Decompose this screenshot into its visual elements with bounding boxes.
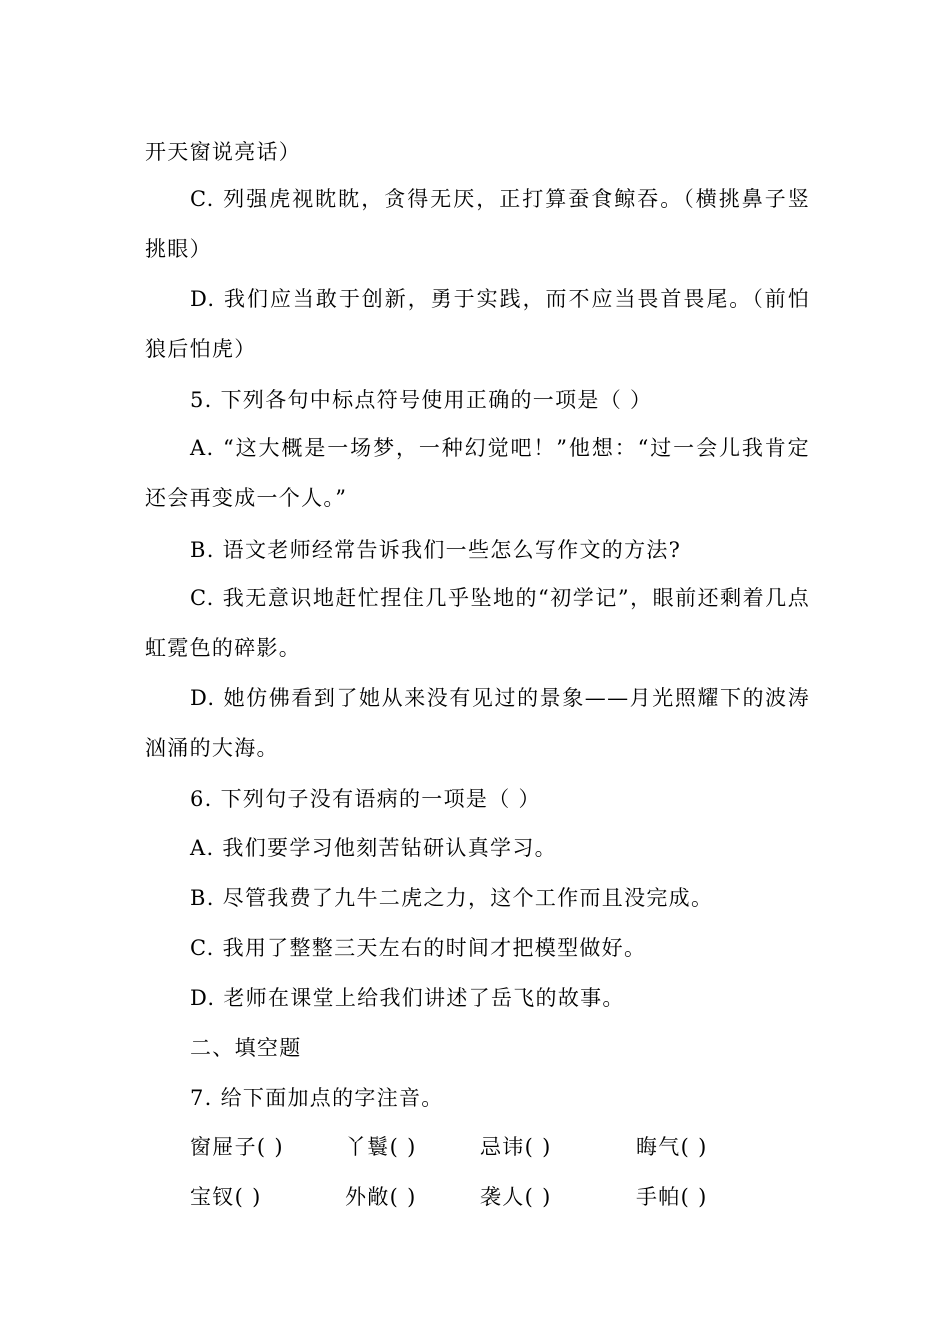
question-7: 7. 给下面加点的字注音。 xyxy=(190,1086,444,1110)
option-d-idiom: D. 我们应当敢于创新，勇于实践，而不应当畏首畏尾。（前怕狼后怕虎） xyxy=(145,287,810,361)
pinyin-item: 手帕( ) xyxy=(636,1185,708,1209)
pinyin-item: 忌讳( ) xyxy=(480,1135,552,1159)
question-5-option-c: C. 我无意识地赶忙捏住几乎坠地的“初学记”，眼前还剩着几点虹霓色的碎影。 xyxy=(145,586,810,660)
text-line: 开天窗说亮话） xyxy=(145,140,302,164)
section-heading: 二、填空题 xyxy=(190,1036,302,1060)
pinyin-item: 宝钗( ) xyxy=(190,1185,262,1209)
question-6-option-d: D. 老师在课堂上给我们讲述了岳飞的故事。 xyxy=(190,986,625,1010)
question-6-option-a: A. 我们要学习他刻苦钻研认真学习。 xyxy=(190,836,557,860)
pinyin-item: 外敞( ) xyxy=(345,1185,417,1209)
pinyin-item: 晦气( ) xyxy=(636,1135,708,1159)
option-c-idiom: C. 列强虎视眈眈，贪得无厌，正打算蚕食鲸吞。（横挑鼻子竖挑眼） xyxy=(145,187,810,261)
pinyin-item: 丫鬟( ) xyxy=(345,1135,417,1159)
question-5-option-a: A. “这大概是一场梦，一种幻觉吧！”他想：“过一会儿我肯定还会再变成一个人。” xyxy=(145,436,810,510)
question-5-option-b: B. 语文老师经常告诉我们一些怎么写作文的方法? xyxy=(190,538,682,562)
pinyin-item: 袭人( ) xyxy=(480,1185,552,1209)
question-5: 5. 下列各句中标点符号使用正确的一项是（ ） xyxy=(190,388,653,412)
question-6-option-b: B. 尽管我费了九牛二虎之力，这个工作而且没完成。 xyxy=(190,886,714,910)
pinyin-item: 窗屉子( ) xyxy=(190,1135,284,1159)
question-6-option-c: C. 我用了整整三天左右的时间才把模型做好。 xyxy=(190,936,647,960)
question-6: 6. 下列句子没有语病的一项是（ ） xyxy=(190,787,541,811)
question-5-option-d: D. 她仿佛看到了她从来没有见过的景象——月光照耀下的波涛汹涌的大海。 xyxy=(145,686,810,760)
